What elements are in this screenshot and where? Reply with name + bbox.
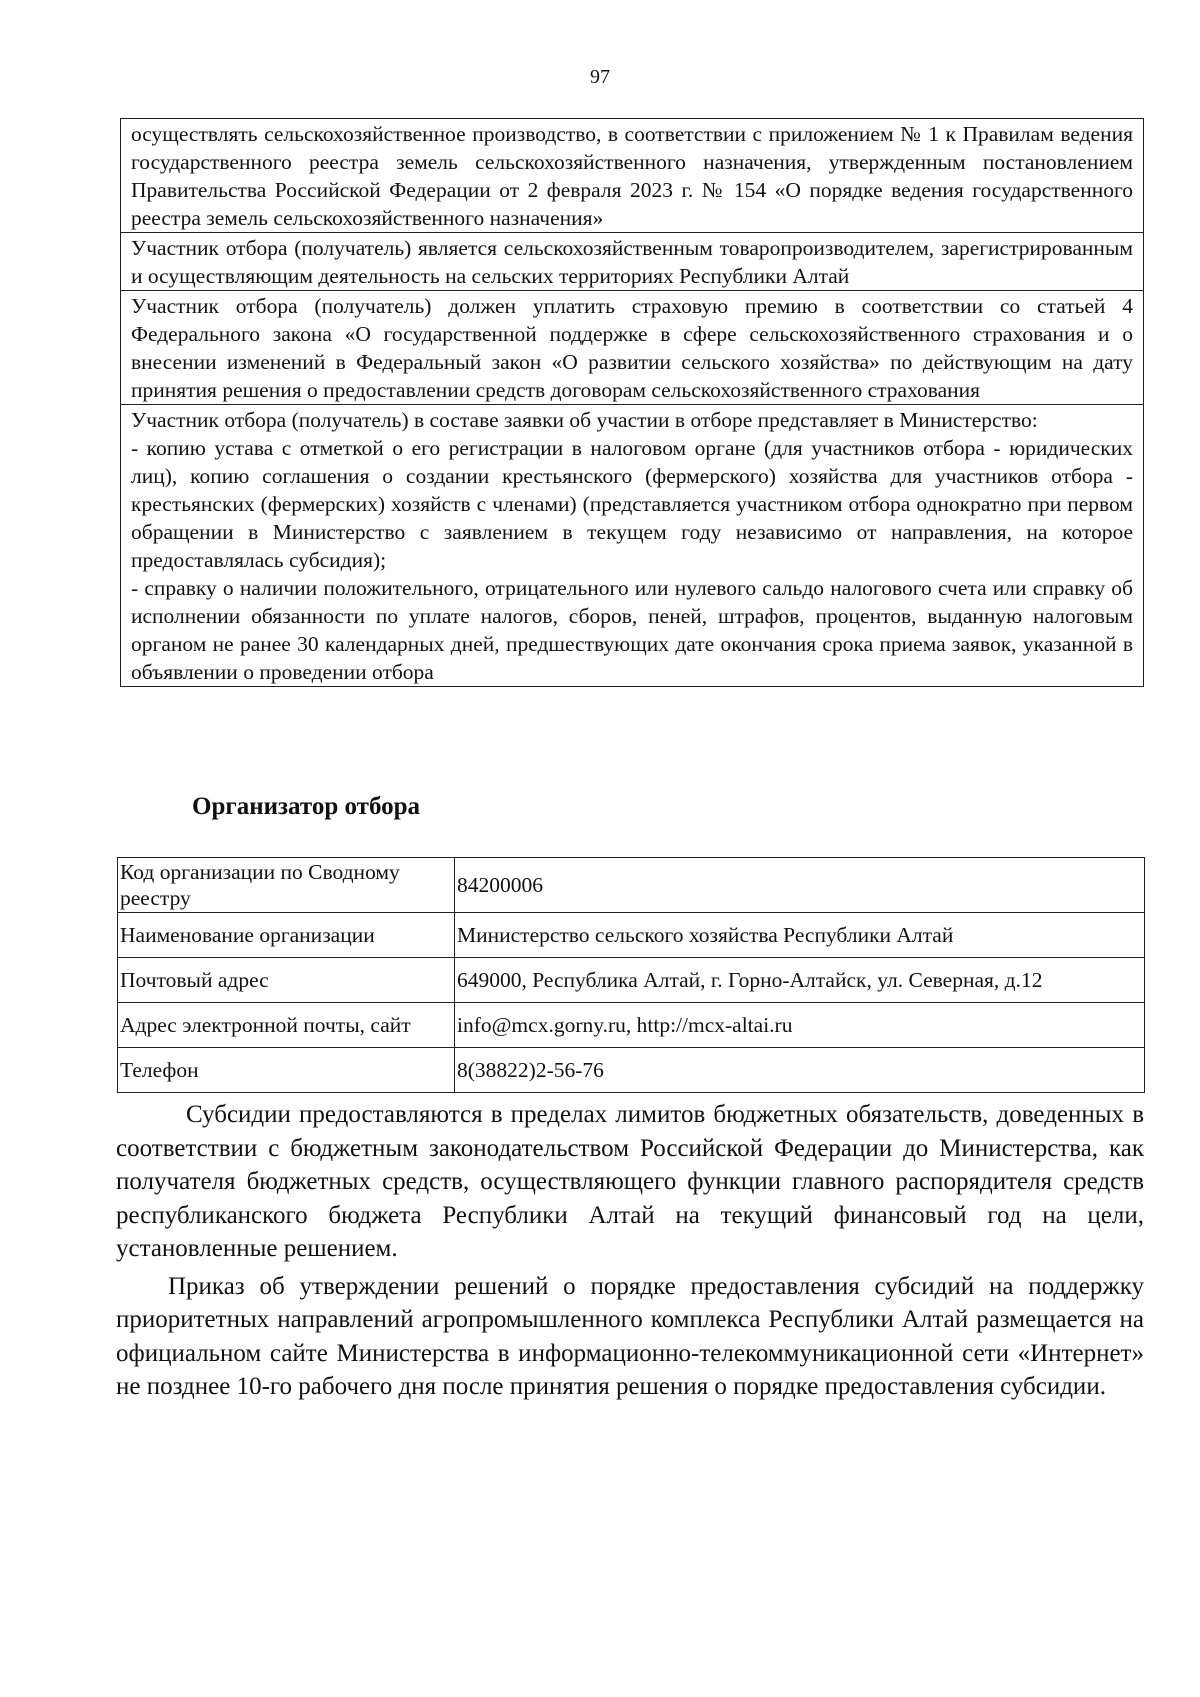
table-cell bbox=[121, 233, 1144, 291]
table-row bbox=[118, 958, 1145, 1003]
table-row bbox=[121, 233, 1144, 291]
body-text bbox=[116, 1098, 1144, 1404]
table-row bbox=[118, 1003, 1145, 1048]
requirement-text: Участник отбора (получатель) в составе заявки об участии в отборе представляет в Министерство: bbox=[131, 408, 1038, 432]
row-label: Адрес электронной почты, сайт bbox=[118, 1003, 455, 1048]
row-label: Наименование организации bbox=[118, 913, 455, 958]
table-row bbox=[118, 1048, 1145, 1093]
body-paragraph: Приказ об утверждении решений о порядке предоставления субсидий на поддержку приоритетных направлений агропромышленного комплекса Республики Алтай размещается на официальном сайте Министерства в информационно-телекоммуникационной сети «Интернет» не позднее 10-го рабочего дня после принятия решения о порядке предоставления субсидии. bbox=[116, 1272, 1144, 1400]
table-row bbox=[118, 858, 1145, 913]
row-label: Телефон bbox=[118, 1048, 455, 1093]
table-row bbox=[121, 291, 1144, 405]
table-row bbox=[118, 913, 1145, 958]
table-cell bbox=[121, 291, 1144, 405]
page-number: 97 bbox=[590, 66, 610, 88]
table-row bbox=[121, 405, 1144, 687]
row-value: Министерство сельского хозяйства Республики Алтай bbox=[455, 913, 1145, 958]
organizer-table bbox=[117, 857, 1145, 1093]
requirement-text: осуществлять сельскохозяйственное производство, в соответствии с приложением № 1 к Правилам ведения государственного реестра земель сельскохозяйственного назначения, утвержденным постановлением Правительства Российской Федерации от 2 февраля 2023 г. № 154 «О порядке ведения государственного реестра земель сельскохозяйственного назначения» bbox=[131, 122, 1133, 230]
requirement-text: - справку о наличии положительного, отрицательного или нулевого сальдо налогового счета или справку об исполнении обязанности по уплате налогов, сборов, пеней, штрафов, процентов, выданную налоговым органом не ранее 30 календарных дней, предшествующих дате окончания срока приема заявок, указанной в объявлении о проведении отбора bbox=[131, 576, 1133, 684]
row-label: Код организации по Сводному реестру bbox=[118, 858, 455, 913]
body-paragraph: Субсидии предоставляются в пределах лимитов бюджетных обязательств, доведенных в соответствии с бюджетным законодательством Российской Федерации до Министерства, как получателя бюджетных средств, осуществляющего функции главного распорядителя средств республиканского бюджета Республики Алтай на текущий финансовый год на цели, установленные решением. bbox=[116, 1101, 1144, 1262]
table-cell bbox=[121, 405, 1144, 687]
table-row bbox=[121, 119, 1144, 233]
requirement-text: - копию устава с отметкой о его регистрации в налоговом органе (для участников отбора - юридических лиц), копию соглашения о создании крестьянского (фермерского) хозяйства для участников отбора - крестьянских (фермерских) хозяйств с членами) (представляется участником отбора однократно при первом обращении в Министерство с заявлением в текущем году независимо от направления, на которое предоставлялась субсидия); bbox=[131, 436, 1133, 572]
table-cell bbox=[121, 119, 1144, 233]
requirements-table bbox=[120, 118, 1144, 687]
row-label: Почтовый адрес bbox=[118, 958, 455, 1003]
row-value: info@mcx.gorny.ru, http://mcx-altai.ru bbox=[455, 1003, 1145, 1048]
row-value: 649000, Республика Алтай, г. Горно-Алтайск, ул. Северная, д.12 bbox=[455, 958, 1145, 1003]
requirement-text: Участник отбора (получатель) должен уплатить страховую премию в соответствии со статьей 4 Федерального закона «О государственной поддержке в сфере сельскохозяйственного страхования и о внесении изменений в Федеральный закон «О развитии сельского хозяйства» по действующим на дату принятия решения о предоставлении средств договорам сельскохозяйственного страхования bbox=[131, 294, 1133, 402]
requirement-text: Участник отбора (получатель) является сельскохозяйственным товаропроизводителем, зарегистрированным и осуществляющим деятельность на сельских территориях Республики Алтай bbox=[131, 236, 1133, 288]
row-value: 8(38822)2-56-76 bbox=[455, 1048, 1145, 1093]
row-value: 84200006 bbox=[455, 858, 1145, 913]
section-title: Организатор отбора bbox=[192, 793, 421, 820]
